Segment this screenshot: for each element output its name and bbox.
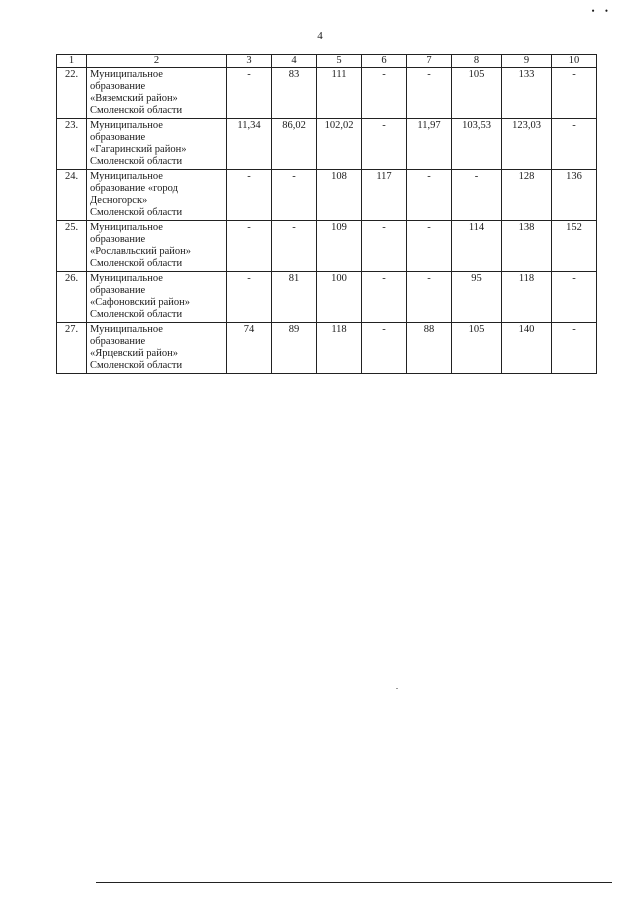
column-header: 5: [317, 55, 362, 68]
value-cell: 105: [452, 323, 502, 374]
value-cell: 118: [502, 272, 552, 323]
row-number: 27.: [57, 323, 87, 374]
name-line: Муниципальное: [90, 324, 163, 335]
name-line: Муниципальное: [90, 171, 163, 182]
table-row: [57, 119, 597, 170]
value-cell: -: [407, 170, 452, 221]
value-cell: 140: [502, 323, 552, 374]
value-cell: 89: [272, 323, 317, 374]
value-cell: 88: [407, 323, 452, 374]
value-cell: -: [362, 119, 407, 170]
value-cell: 118: [317, 323, 362, 374]
value-cell: -: [227, 170, 272, 221]
column-header: 6: [362, 55, 407, 68]
name-line: «Сафоновский район»: [90, 297, 191, 308]
corner-marks: • •: [591, 6, 612, 16]
value-cell: 74: [227, 323, 272, 374]
name-line: «Ярцевский район»: [90, 348, 178, 359]
value-cell: 100: [317, 272, 362, 323]
scan-speck: [396, 688, 398, 689]
column-header: 2: [87, 55, 227, 68]
value-cell: 117: [362, 170, 407, 221]
name-line: образование: [90, 336, 146, 347]
name-line: Смоленской области: [90, 105, 183, 116]
column-header: 10: [552, 55, 597, 68]
name-line: образование: [90, 81, 146, 92]
value-cell: -: [227, 221, 272, 272]
value-cell: -: [362, 221, 407, 272]
name-line: Муниципальное: [90, 222, 163, 233]
name-line: Десногорск»: [90, 195, 148, 206]
name-line: образование: [90, 234, 146, 245]
row-number: 26.: [57, 272, 87, 323]
municipality-name: [87, 170, 227, 221]
value-cell: 83: [272, 68, 317, 119]
table-row: [57, 170, 597, 221]
value-cell: -: [362, 68, 407, 119]
value-cell: -: [552, 119, 597, 170]
name-line: образование: [90, 132, 146, 143]
name-line: Смоленской области: [90, 207, 183, 218]
municipality-name: [87, 323, 227, 374]
value-cell: 108: [317, 170, 362, 221]
table-row: [57, 323, 597, 374]
row-number: 25.: [57, 221, 87, 272]
value-cell: -: [552, 68, 597, 119]
value-cell: -: [407, 221, 452, 272]
value-cell: 136: [552, 170, 597, 221]
value-cell: -: [552, 272, 597, 323]
name-line: Муниципальное: [90, 273, 163, 284]
value-cell: 102,02: [317, 119, 362, 170]
value-cell: 138: [502, 221, 552, 272]
value-cell: -: [452, 170, 502, 221]
value-cell: 11,34: [227, 119, 272, 170]
column-header: 8: [452, 55, 502, 68]
name-line: Муниципальное: [90, 120, 163, 131]
municipality-name: [87, 221, 227, 272]
name-line: «Гагаринский район»: [90, 144, 187, 155]
value-cell: -: [407, 272, 452, 323]
value-cell: -: [362, 272, 407, 323]
value-cell: 128: [502, 170, 552, 221]
municipality-name: [87, 272, 227, 323]
name-line: Смоленской области: [90, 156, 183, 167]
row-number: 23.: [57, 119, 87, 170]
value-cell: -: [552, 323, 597, 374]
column-header: 9: [502, 55, 552, 68]
value-cell: -: [227, 68, 272, 119]
name-line: образование: [90, 285, 146, 296]
value-cell: 114: [452, 221, 502, 272]
page-number: 4: [317, 30, 323, 42]
column-header: 1: [57, 55, 87, 68]
row-number: 22.: [57, 68, 87, 119]
value-cell: 81: [272, 272, 317, 323]
value-cell: 105: [452, 68, 502, 119]
value-cell: 111: [317, 68, 362, 119]
name-line: Смоленской области: [90, 309, 183, 320]
name-line: Смоленской области: [90, 258, 183, 269]
table-row: [57, 272, 597, 323]
column-header: 7: [407, 55, 452, 68]
value-cell: -: [272, 221, 317, 272]
value-cell: -: [407, 68, 452, 119]
name-line: «Рославльский район»: [90, 246, 192, 257]
value-cell: 152: [552, 221, 597, 272]
name-line: Муниципальное: [90, 69, 163, 80]
value-cell: 109: [317, 221, 362, 272]
value-cell: -: [227, 272, 272, 323]
value-cell: 123,03: [502, 119, 552, 170]
data-table: [56, 54, 597, 374]
table-row: [57, 221, 597, 272]
value-cell: 11,97: [407, 119, 452, 170]
municipality-name: [87, 119, 227, 170]
column-header: 3: [227, 55, 272, 68]
value-cell: 133: [502, 68, 552, 119]
value-cell: 103,53: [452, 119, 502, 170]
value-cell: -: [362, 323, 407, 374]
table-row: [57, 68, 597, 119]
name-line: «Вяземский район»: [90, 93, 178, 104]
row-number: 24.: [57, 170, 87, 221]
name-line: образование «город: [90, 183, 178, 194]
value-cell: -: [272, 170, 317, 221]
value-cell: 86,02: [272, 119, 317, 170]
name-line: Смоленской области: [90, 360, 183, 371]
column-header: 4: [272, 55, 317, 68]
bottom-rule: [96, 882, 612, 883]
municipality-name: [87, 68, 227, 119]
value-cell: 95: [452, 272, 502, 323]
header-row: [57, 55, 597, 68]
